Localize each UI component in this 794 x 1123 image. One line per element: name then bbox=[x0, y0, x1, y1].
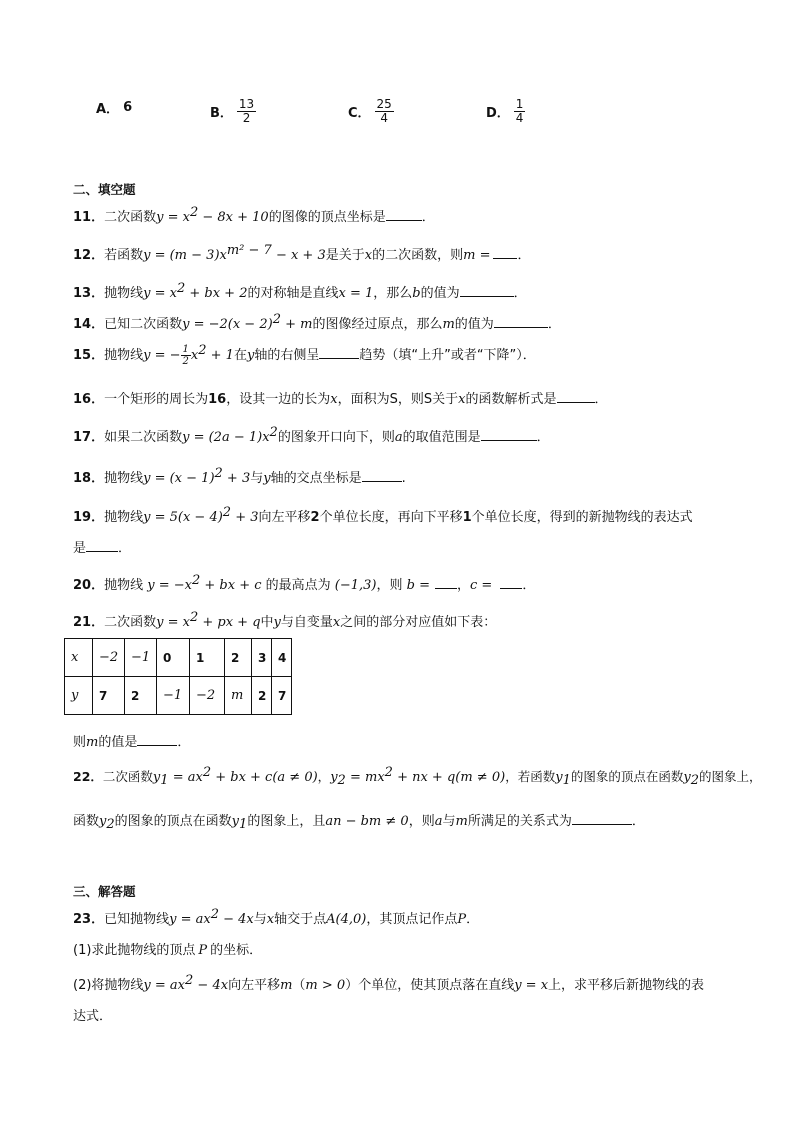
section-title-fill-blank: 二、填空题 bbox=[73, 182, 136, 197]
question-22: 22．二次函数$y_1 = ax^2$ + bx + c(a ≠ 0)，$y_2 = mx^2$ + nx + q(m ≠ 0)，若函数$y_1$的图象的顶点在函数$y_2$的图象上， bbox=[73, 765, 762, 788]
answer-blank[interactable] bbox=[386, 208, 422, 221]
table-row bbox=[65, 639, 292, 677]
table-cell: x bbox=[71, 650, 79, 665]
table-cell: 1 bbox=[196, 650, 205, 665]
question-23-part-1: (1)求此抛物线的顶点 P 的坐标． bbox=[73, 943, 263, 958]
option-fraction: $\frac{13}{2}$ bbox=[238, 97, 255, 125]
table-cell: m bbox=[231, 688, 244, 703]
option-value: 6 bbox=[123, 100, 133, 115]
question-13: 13．抛物线$y = x^2$ + bx + 2的对称轴是直线x = 1，那么b的值为 ． bbox=[73, 281, 527, 301]
table-cell: y bbox=[71, 688, 79, 703]
table-cell: −1 bbox=[163, 688, 183, 703]
option-label: D． bbox=[486, 106, 510, 121]
question-23-part-2-cont: 达式． bbox=[73, 1009, 113, 1024]
answer-blank[interactable] bbox=[500, 576, 522, 589]
answer-blank[interactable] bbox=[481, 428, 537, 441]
table-cell: 3 bbox=[258, 650, 267, 665]
table-cell: 7 bbox=[99, 688, 108, 703]
option-d[interactable] bbox=[486, 98, 525, 125]
option-label: A． bbox=[96, 102, 120, 117]
question-21: 21．二次函数$y = x^2$ + px + q中y与自变量x之间的部分对应值如下表： bbox=[73, 610, 497, 630]
question-19: 19．抛物线$y = 5(x - 4)^2 + 3$向左平移2个单位长度，再向下平移1个单位长度，得到的新抛物线的表达式 bbox=[73, 505, 693, 525]
question-23-part-2: (2)将抛物线$y = ax^2 - 4x$向左平移m（m > 0）个单位，使其顶点落在直线y = x上，求平移后新抛物线的表 bbox=[73, 973, 705, 993]
answer-blank[interactable] bbox=[460, 284, 514, 297]
table-cell: −2 bbox=[196, 688, 216, 703]
question-11: 11．二次函数$y = x^2 - 8x + 10$的图像的顶点坐标是 ． bbox=[73, 205, 435, 225]
question-15: 15．抛物线y = − $\frac{1}{2}$ $x^2 + 1$在y轴的右侧呈 趋势（填“上升”或者“下降”）． bbox=[73, 343, 536, 367]
answer-blank[interactable] bbox=[319, 346, 359, 359]
question-19-cont: 是 ． bbox=[73, 541, 132, 556]
answer-blank[interactable] bbox=[493, 246, 517, 259]
section-title-solutions: 三、解答题 bbox=[73, 884, 136, 899]
value-table bbox=[64, 638, 292, 715]
question-22-cont: 函数$y_2$的图象的顶点在函数$y_1$的图象上，且an − bm ≠ 0，则a与m所满足的关系式为 ． bbox=[73, 814, 645, 832]
question-12: 12．若函数$y = (m - 3)x^{m^2 - 7} - x + 3$是关于x的二次函数，则m = ． bbox=[73, 243, 531, 263]
question-18: 18．抛物线$y = (x - 1)^2 + 3$与y轴的交点坐标是 . bbox=[73, 466, 406, 486]
question-23: 23．已知抛物线$y = ax^2 - 4x$与x轴交于点A(4,0)，其顶点记作点P． bbox=[73, 907, 480, 927]
answer-blank[interactable] bbox=[557, 390, 595, 403]
table-cell: 0 bbox=[163, 650, 172, 665]
answer-blank[interactable] bbox=[137, 733, 177, 746]
option-b[interactable] bbox=[210, 98, 256, 125]
table-cell: 2 bbox=[131, 688, 140, 703]
table-cell: −2 bbox=[99, 650, 119, 665]
option-c[interactable] bbox=[348, 98, 394, 125]
table-cell: 4 bbox=[278, 650, 287, 665]
option-label: C． bbox=[348, 106, 371, 121]
table-cell: 2 bbox=[231, 650, 240, 665]
answer-blank[interactable] bbox=[494, 315, 548, 328]
question-17: 17．如果二次函数$y = (2a - 1)x^2$的图象开口向下，则a的取值范围是 ． bbox=[73, 425, 550, 445]
answer-blank[interactable] bbox=[435, 576, 457, 589]
table-cell: −1 bbox=[131, 650, 151, 665]
answer-blank[interactable] bbox=[362, 469, 402, 482]
option-label: B． bbox=[210, 106, 233, 121]
option-fraction: $\frac{1}{4}$ bbox=[515, 97, 524, 125]
option-fraction: $\frac{25}{4}$ bbox=[376, 97, 392, 125]
table-cell: 7 bbox=[278, 688, 287, 703]
fraction: $\frac{1}{2}$ bbox=[182, 344, 189, 367]
table-row bbox=[65, 677, 292, 715]
question-21-cont: 则m的值是 ． bbox=[73, 735, 191, 750]
question-16: 16．一个矩形的周长为16，设其一边的长为x，面积为S，则S关于x的函数解析式是 ． bbox=[73, 392, 608, 407]
option-a[interactable] bbox=[96, 98, 132, 117]
table-cell: 2 bbox=[258, 688, 267, 703]
question-14: 14．已知二次函数$y = -2(x - 2)^2 + m$的图像经过原点，那么m的值为 ． bbox=[73, 312, 561, 332]
answer-blank[interactable] bbox=[572, 812, 632, 825]
question-20: 20．抛物线 $y = -x^2$ + bx + c 的最高点为 (−1,3)，则 b = ，c = ． bbox=[73, 573, 536, 593]
answer-blank[interactable] bbox=[86, 539, 118, 552]
